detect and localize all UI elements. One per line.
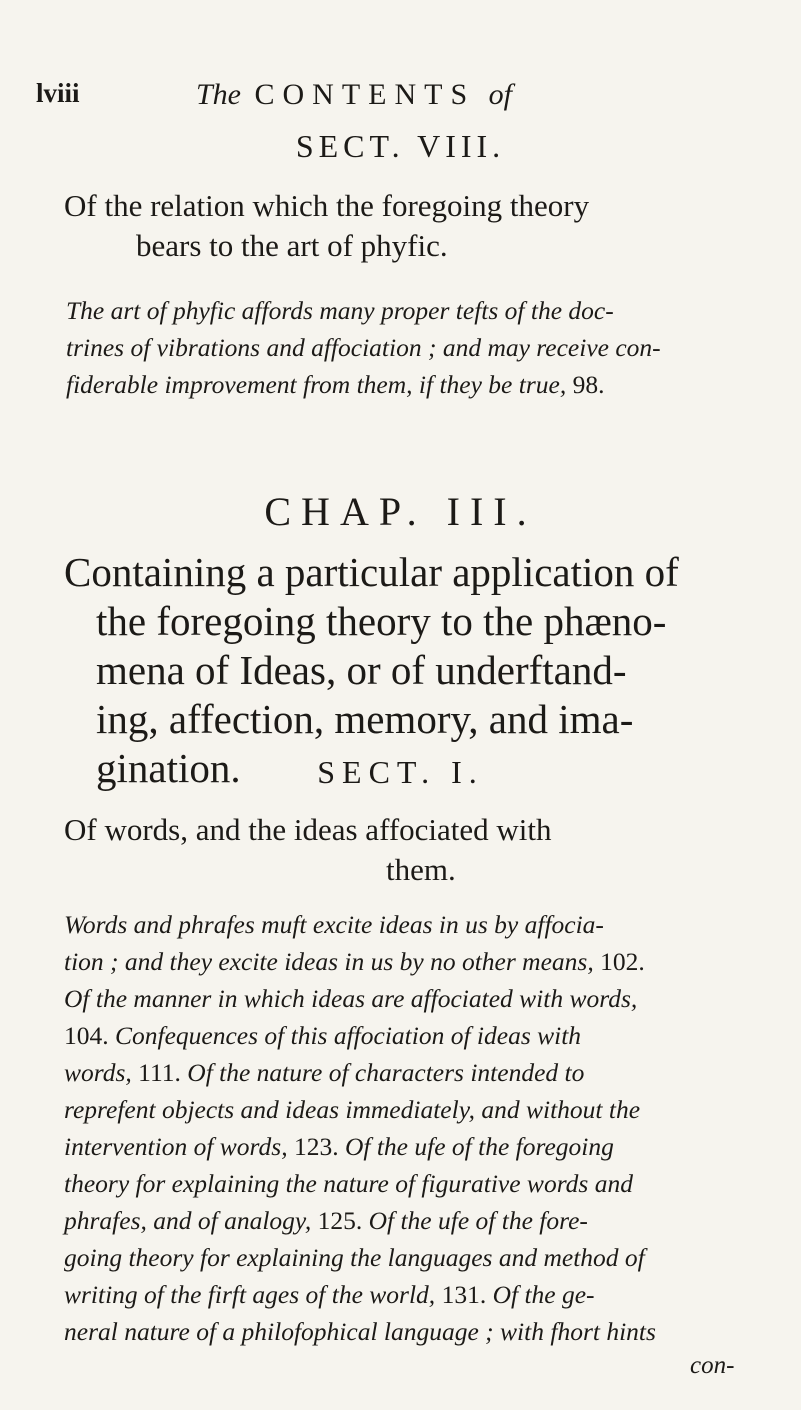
- page-reference: 104.: [64, 1021, 115, 1050]
- summary-line: The art of phyfic affords many proper tefts of the doc-: [66, 296, 614, 325]
- summary-line: fiderable improvement from them, if they be true, 98.: [66, 370, 605, 399]
- page-reference: 123.: [293, 1132, 345, 1161]
- summary-line: words, 111. Of the nature of characters intended to: [64, 1058, 585, 1087]
- section-8-title-line: Of the relation which the foregoing theory: [64, 188, 590, 223]
- summary-line: Words and phrafes muft excite ideas in us by affocia-: [64, 910, 604, 939]
- page-number: lviii: [36, 78, 80, 108]
- section-1-title-line: Of words, and the ideas affociated with: [64, 812, 552, 847]
- summary-line: phrafes, and of analogy, 125. Of the ufe of the fore-: [64, 1206, 588, 1235]
- summary-line: 104. Confequences of this affociation of ideas with: [64, 1021, 582, 1050]
- page-reference: 98.: [572, 370, 605, 399]
- section-8-title: [64, 186, 744, 266]
- summary-line: writing of the firft ages of the world, 131. Of the ge-: [64, 1280, 595, 1309]
- chapter-title-line: the foregoing theory to the phæno-: [96, 598, 667, 644]
- running-title-of: of: [488, 78, 513, 111]
- summary-line: going theory for explaining the languages and method of: [64, 1243, 645, 1272]
- summary-line: theory for explaining the nature of figurative words and: [64, 1169, 633, 1198]
- summary-line: reprefent objects and ideas immediately, and without the: [64, 1095, 641, 1124]
- chapter-title-line: mena of Ideas, or of underftand-: [96, 647, 627, 693]
- summary-line: intervention of words, 123. Of the ufe of the foregoing: [64, 1132, 614, 1161]
- running-title: [196, 78, 512, 112]
- page-reference: 111.: [138, 1058, 188, 1087]
- catchword: con-: [690, 1352, 735, 1379]
- summary-line: neral nature of a philofophical language ; with fhort hints: [64, 1317, 656, 1346]
- chapter-3-heading: CHAP. III.: [264, 489, 537, 534]
- section-8-title-line: bears to the art of phyfic.: [136, 228, 448, 263]
- page-reference: 102.: [600, 947, 645, 976]
- summary-line: tion ; and they excite ideas in us by no other means, 102.: [64, 947, 645, 976]
- section-1-title: [64, 810, 754, 890]
- page-reference: 131.: [441, 1280, 493, 1309]
- chapter-title-line: Containing a particular application of: [64, 549, 679, 595]
- page-header: [36, 78, 736, 118]
- section-1-title-line: them.: [386, 852, 456, 887]
- summary-line: Of the manner in which ideas are affociated with words,: [64, 984, 638, 1013]
- running-title-contents: CONTENTS: [254, 78, 476, 111]
- chapter-title-line: ing, affection, memory, and ima-: [96, 696, 634, 742]
- section-8-heading: SECT. VIII.: [295, 128, 506, 164]
- section-8-summary: [66, 292, 746, 403]
- summary-line: trines of vibrations and affociation ; and may receive con-: [66, 333, 661, 362]
- section-1-summary: [64, 906, 754, 1350]
- chapter-title-line: gination.: [96, 745, 241, 791]
- running-title-the: The: [196, 78, 241, 111]
- section-1-heading: SECT. I.: [317, 754, 484, 790]
- page-reference: 125.: [317, 1206, 369, 1235]
